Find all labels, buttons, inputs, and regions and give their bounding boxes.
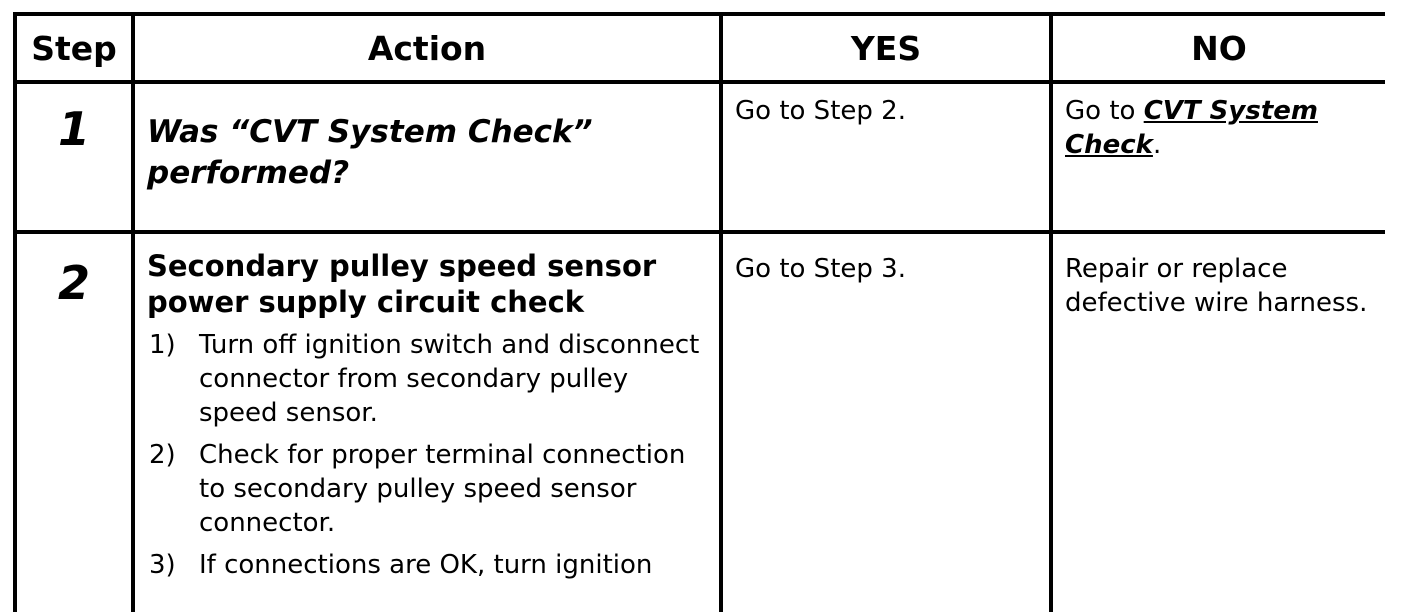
header-yes: YES [721,14,1051,82]
action-title: Secondary pulley speed sensor power supply circuit check [147,249,657,319]
header-action: Action [133,14,721,82]
substep-number: 1) [149,330,176,360]
substep-text: If connections are OK, turn ignition [199,550,653,580]
substep-text: Check for proper terminal connection to secondary pulley speed sensor connector. [199,440,686,538]
header-step: Step [15,14,133,82]
substep [147,548,709,582]
step-number: 1 [15,82,133,232]
table-row [15,82,1385,232]
header-row [15,14,1385,82]
step-number: 2 [15,232,133,612]
action-question: Was “CVT System Check” performed? [133,82,721,232]
substep-number: 2) [149,440,176,470]
diagnostic-table-frame [13,12,1385,612]
no-cell: Repair or replace defective wire harness. [1051,232,1385,612]
no-suffix: . [1152,130,1162,160]
cvt-system-check-link[interactable]: CVT System Check [1065,96,1318,160]
diagnostic-table [13,12,1385,612]
substep [147,438,709,540]
substep [147,328,709,430]
no-cell [1051,82,1385,232]
action-cell [133,232,721,612]
no-prefix: Go to [1065,96,1144,126]
yes-cell: Go to Step 2. [721,82,1051,232]
substep-text: Turn off ignition switch and disconnect connector from secondary pulley speed sensor. [199,330,700,428]
table-row [15,232,1385,612]
yes-cell: Go to Step 3. [721,232,1051,612]
header-no: NO [1051,14,1385,82]
substep-number: 3) [149,550,176,580]
